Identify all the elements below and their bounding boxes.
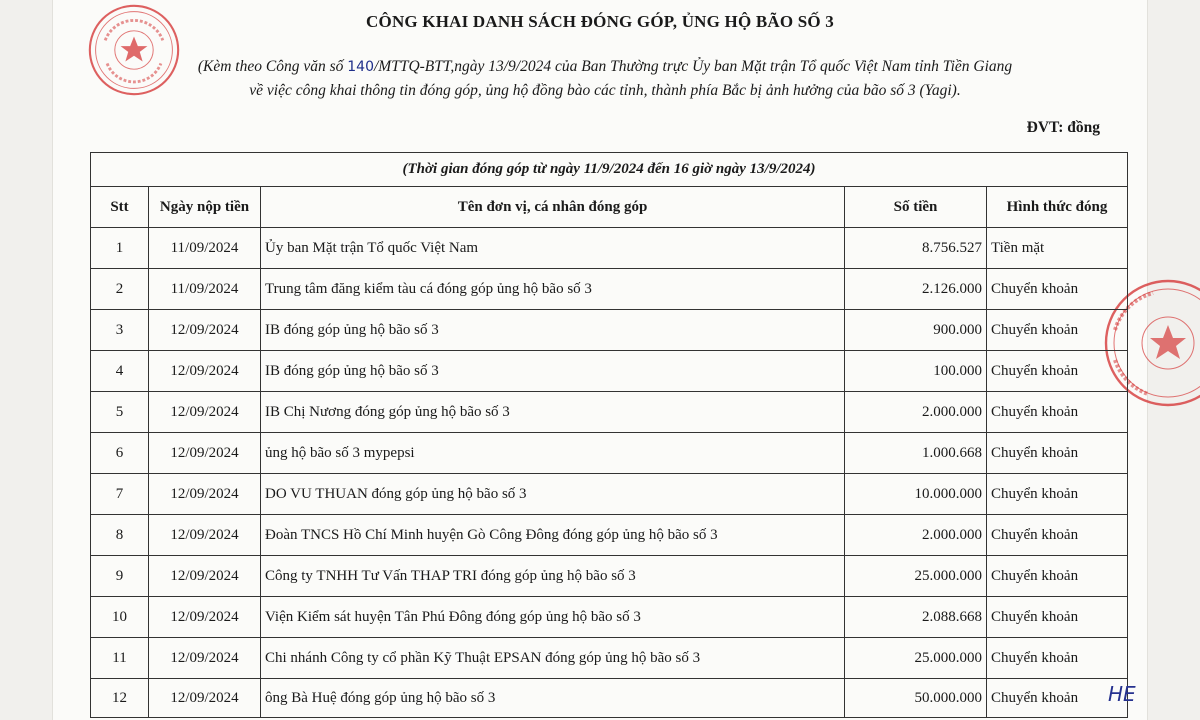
cell-form: Chuyển khoản <box>987 515 1128 556</box>
cell-name: Đoàn TNCS Hồ Chí Minh huyện Gò Công Đông đóng góp ủng hộ bão số 3 <box>261 515 845 556</box>
currency-unit: ĐVT: đồng <box>1026 119 1100 136</box>
cell-stt: 12 <box>91 679 149 718</box>
cell-stt: 7 <box>91 474 149 515</box>
cell-date: 12/09/2024 <box>149 515 261 556</box>
contribution-table <box>90 152 1128 718</box>
period-row <box>91 153 1128 187</box>
subtitle-line1-rest: /MTTQ-BTT,ngày 13/9/2024 của Ban Thường trực Ủy ban Mặt trận Tổ quốc Việt Nam tỉnh Tiền Giang <box>373 58 1013 75</box>
table-row <box>91 433 1128 474</box>
cell-amount: 10.000.000 <box>845 474 987 515</box>
cell-date: 11/09/2024 <box>149 228 261 269</box>
table-row <box>91 474 1128 515</box>
cell-amount: 2.126.000 <box>845 269 987 310</box>
cell-form: Chuyển khoản <box>987 474 1128 515</box>
header-form: Hình thức đóng <box>987 187 1128 228</box>
cell-date: 11/09/2024 <box>149 269 261 310</box>
cell-amount: 900.000 <box>845 310 987 351</box>
cell-stt: 10 <box>91 597 149 638</box>
cell-stt: 5 <box>91 392 149 433</box>
cell-stt: 3 <box>91 310 149 351</box>
cell-amount: 100.000 <box>845 351 987 392</box>
cell-name: Ủy ban Mặt trận Tổ quốc Việt Nam <box>261 228 845 269</box>
cell-form: Chuyển khoản <box>987 310 1128 351</box>
cell-amount: 25.000.000 <box>845 556 987 597</box>
cell-date: 12/09/2024 <box>149 310 261 351</box>
table-row <box>91 392 1128 433</box>
cell-amount: 2.088.668 <box>845 597 987 638</box>
table-row <box>91 228 1128 269</box>
cell-amount: 8.756.527 <box>845 228 987 269</box>
cell-name: Chi nhánh Công ty cổ phần Kỹ Thuật EPSAN đóng góp ủng hộ bão số 3 <box>261 638 845 679</box>
table-row <box>91 269 1128 310</box>
table-row <box>91 310 1128 351</box>
cell-amount: 2.000.000 <box>845 515 987 556</box>
table-row <box>91 679 1128 718</box>
cell-name: Viện Kiểm sát huyện Tân Phú Đông đóng góp ủng hộ bão số 3 <box>261 597 845 638</box>
cell-name: Công ty TNHH Tư Vấn THAP TRI đóng góp ủng hộ bão số 3 <box>261 556 845 597</box>
cell-form: Chuyển khoản <box>987 269 1128 310</box>
document-subtitle <box>80 55 1130 102</box>
cell-date: 12/09/2024 <box>149 597 261 638</box>
scan-margin-left <box>0 0 53 720</box>
cell-amount: 50.000.000 <box>845 679 987 718</box>
cell-stt: 8 <box>91 515 149 556</box>
table-row <box>91 638 1128 679</box>
cell-stt: 6 <box>91 433 149 474</box>
subtitle-line2: về việc công khai thông tin đóng góp, ủng hộ đồng bào các tỉnh, thành phía Bắc bị ảnh hưởng của bão số 3 (Yagi). <box>249 82 961 99</box>
cell-stt: 9 <box>91 556 149 597</box>
cell-name: IB Chị Nương đóng góp ủng hộ bão số 3 <box>261 392 845 433</box>
handwritten-initials: HE <box>1108 682 1136 706</box>
cell-date: 12/09/2024 <box>149 433 261 474</box>
cell-date: 12/09/2024 <box>149 392 261 433</box>
header-date: Ngày nộp tiền <box>149 187 261 228</box>
cell-date: 12/09/2024 <box>149 556 261 597</box>
table-header-row <box>91 187 1128 228</box>
cell-amount: 1.000.668 <box>845 433 987 474</box>
cell-stt: 11 <box>91 638 149 679</box>
cell-name: DO VU THUAN đóng góp ủng hộ bão số 3 <box>261 474 845 515</box>
cell-name: IB đóng góp ủng hộ bão số 3 <box>261 310 845 351</box>
cell-stt: 2 <box>91 269 149 310</box>
table-row <box>91 556 1128 597</box>
table-row <box>91 597 1128 638</box>
cell-name: ủng hộ bão số 3 mypepsi <box>261 433 845 474</box>
cell-form: Chuyển khoản <box>987 556 1128 597</box>
document-number: 140 <box>347 59 374 75</box>
cell-form: Tiền mặt <box>987 228 1128 269</box>
header-stt: Stt <box>91 187 149 228</box>
cell-amount: 25.000.000 <box>845 638 987 679</box>
cell-date: 12/09/2024 <box>149 474 261 515</box>
cell-form: Chuyển khoản <box>987 638 1128 679</box>
cell-name: ông Bà Huệ đóng góp ủng hộ bão số 3 <box>261 679 845 718</box>
table-row <box>91 515 1128 556</box>
cell-date: 12/09/2024 <box>149 638 261 679</box>
header-name: Tên đơn vị, cá nhân đóng góp <box>261 187 845 228</box>
cell-name: Trung tâm đăng kiểm tàu cá đóng góp ủng hộ bão số 3 <box>261 269 845 310</box>
cell-form: Chuyển khoản <box>987 679 1128 718</box>
cell-form: Chuyển khoản <box>987 597 1128 638</box>
document-title: CÔNG KHAI DANH SÁCH ĐÓNG GÓP, ỦNG HỘ BÃO SỐ 3 <box>366 12 834 31</box>
contribution-table-wrapper <box>90 152 1127 718</box>
cell-form: Chuyển khoản <box>987 392 1128 433</box>
cell-stt: 4 <box>91 351 149 392</box>
cell-form: Chuyển khoản <box>987 351 1128 392</box>
cell-name: IB đóng góp ủng hộ bão số 3 <box>261 351 845 392</box>
period-cell: (Thời gian đóng góp từ ngày 11/9/2024 đến 16 giờ ngày 13/9/2024) <box>91 153 1128 187</box>
cell-date: 12/09/2024 <box>149 351 261 392</box>
table-row <box>91 351 1128 392</box>
cell-date: 12/09/2024 <box>149 679 261 718</box>
header-amount: Số tiền <box>845 187 987 228</box>
subtitle-prefix: (Kèm theo Công văn số <box>197 58 348 75</box>
cell-form: Chuyển khoản <box>987 433 1128 474</box>
cell-stt: 1 <box>91 228 149 269</box>
cell-amount: 2.000.000 <box>845 392 987 433</box>
